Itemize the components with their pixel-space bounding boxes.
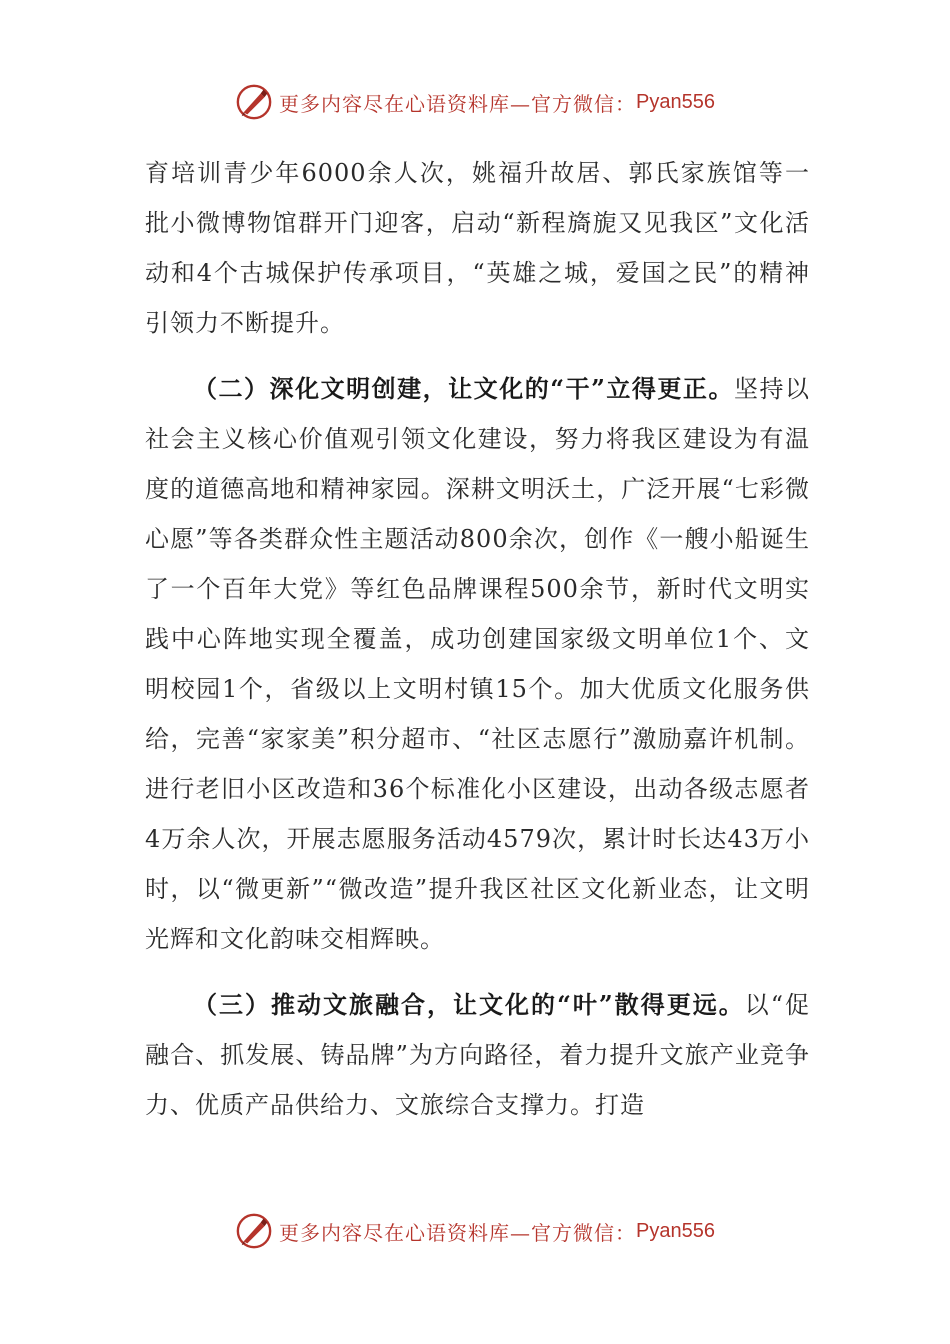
paragraph-1-text: 育培训青少年6000余人次，姚福升故居、郭氏家族馆等一批小微博物馆群开门迎客，启动“新程旖旎又见我区”文化活动和4个古城保护传承项目，“英雄之城，爱国之民”的精神引领力不断提升。 <box>145 159 810 337</box>
paragraph-2 <box>145 364 810 964</box>
section-heading-3: （三）推动文旅融合，让文化的“叶”散得更远。 <box>193 990 745 1019</box>
paragraph-3-text: 以“促融合、抓发展、铸品牌”为方向路径，着力提升文旅产业竞争力、优质产品供给力、文旅综合支撑力。打造 <box>145 991 810 1119</box>
banner-brand-text: 更多内容尽在心语资料库—官方微信： <box>279 1220 637 1245</box>
pen-logo-icon <box>235 83 273 121</box>
pen-logo-icon <box>235 1212 273 1250</box>
banner-wechat-id: Pyan556 <box>636 90 715 113</box>
document-body <box>145 148 810 1130</box>
header-banner <box>0 80 950 124</box>
paragraph-2-text: 坚持以社会主义核心价值观引领文化建设，努力将我区建设为有温度的道德高地和精神家园。深耕文明沃土，广泛开展“七彩微心愿”等各类群众性主题活动800余次，创作《一艘小船诞生了一个百年大党》等红色品牌课程500余节，新时代文明实践中心阵地实现全覆盖，成功创建国家级文明单位1个、文明校园1个，省级以上文明村镇15个。加大优质文化服务供给，完善“家家美”积分超市、“社区志愿行”激励嘉许机制。进行老旧小区改造和36个标准化小区建设，出动各级志愿者4万余人次，开展志愿服务活动4579次，累计时长达43万小时，以“微更新”“微改造”提升我区社区文化新业态，让文明光辉和文化韵味交相辉映。 <box>145 375 811 953</box>
section-heading-2: （二）深化文明创建，让文化的“干”立得更正。 <box>193 374 734 403</box>
paragraph-1 <box>145 148 810 348</box>
footer-banner <box>0 1209 950 1253</box>
banner-wechat-id: Pyan556 <box>636 1219 715 1242</box>
banner-brand-text: 更多内容尽在心语资料库—官方微信： <box>279 91 637 116</box>
paragraph-3 <box>145 980 810 1130</box>
